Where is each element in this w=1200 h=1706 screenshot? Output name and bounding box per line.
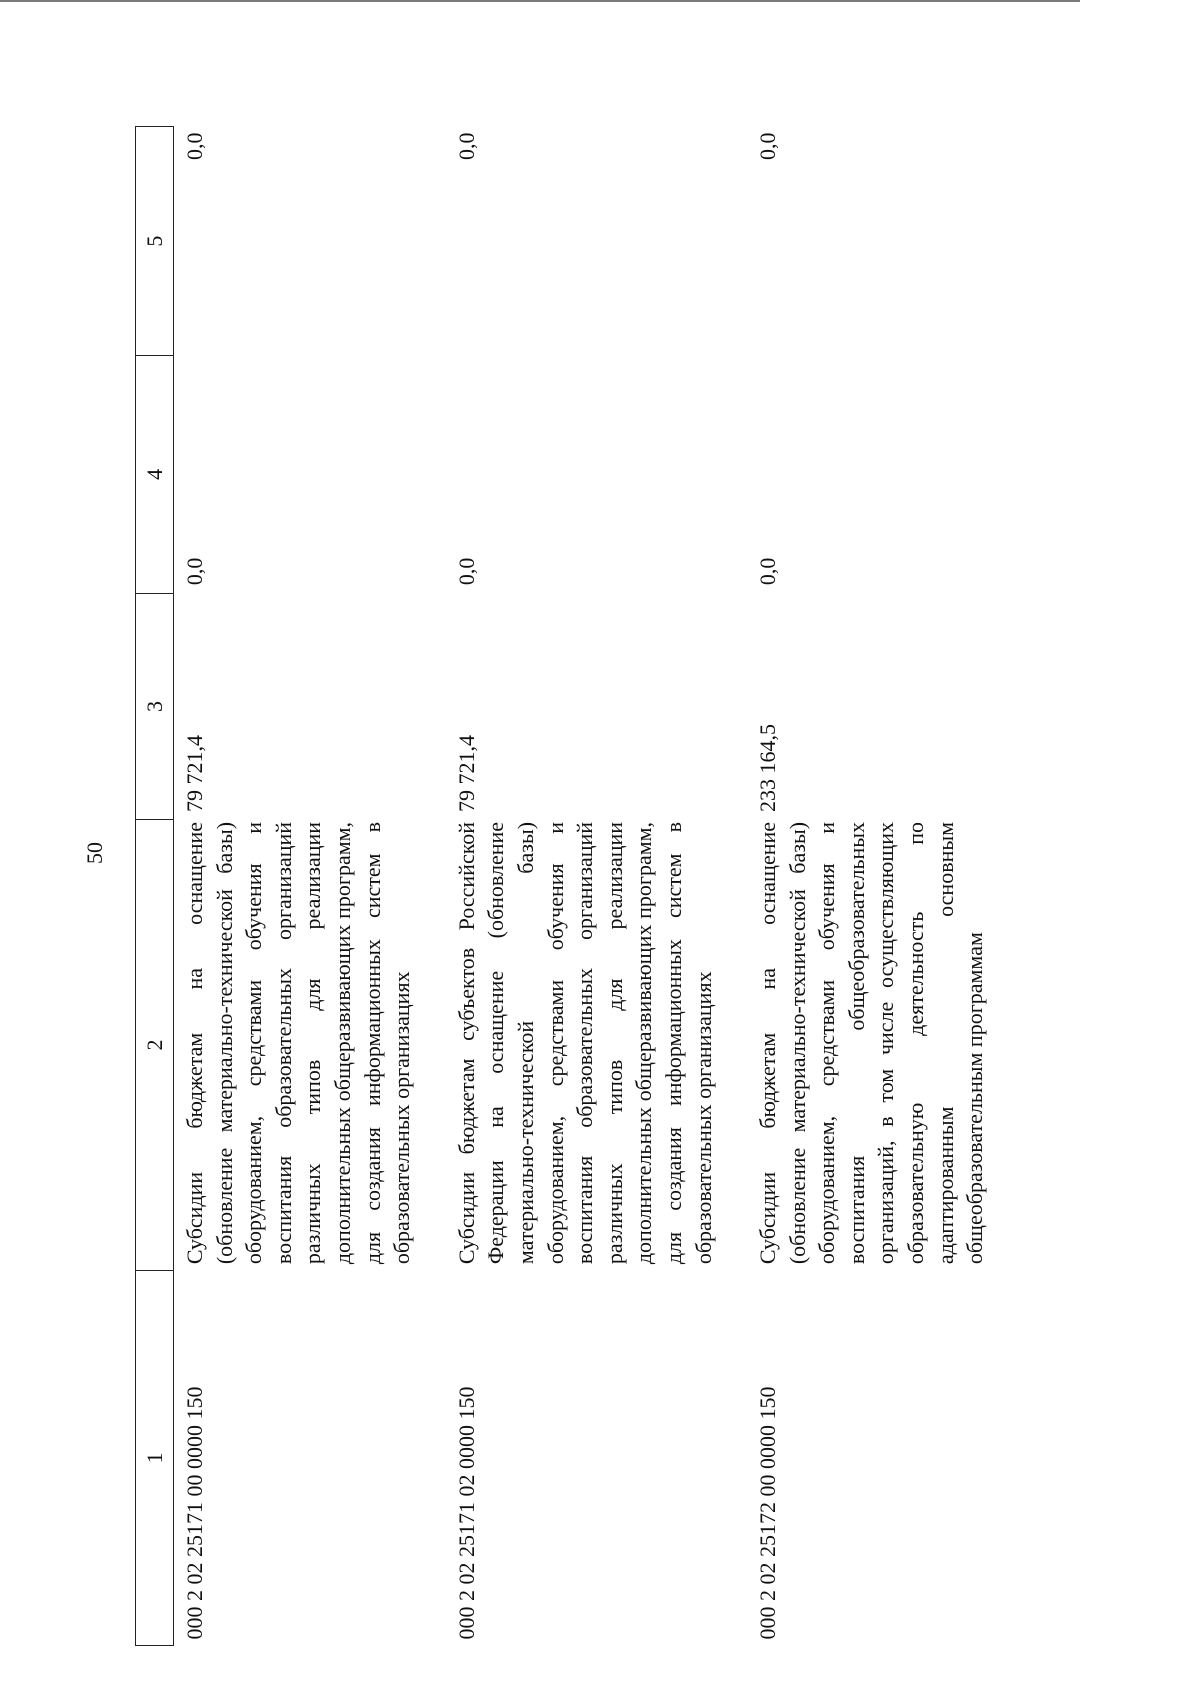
amount-col-4: 0,0: [755, 557, 781, 586]
amount-col-5: 0,0: [453, 132, 479, 160]
header-col-1: 1: [136, 1270, 174, 1645]
table-row: [174, 127, 417, 1646]
budget-table: [135, 126, 990, 1646]
header-col-2: 2: [136, 820, 174, 1270]
header-col-5: 5: [136, 127, 174, 356]
row-description: Субсидии бюджетам на оснащение (обновление материально-технической базы) оборудованием, средствами обучения и воспитания общеобразовательных организаций, в том числе осуществляющих образовательную деятельность по адаптированным основным общеобразовательным программам: [755, 821, 988, 1265]
amount-col-4: 0,0: [182, 557, 207, 586]
header-col-4: 4: [136, 356, 174, 593]
amount-col-3: 79 721,4: [182, 734, 207, 812]
amount-col-3: 79 721,4: [453, 734, 479, 812]
header-col-3: 3: [136, 593, 174, 820]
budget-code: 000 2 02 25172 00 0000 150: [755, 1386, 781, 1640]
amount-col-3: 233 164,5: [755, 723, 781, 812]
table-row: [718, 127, 990, 1646]
table-header-row: [136, 127, 174, 1646]
row-description: Субсидии бюджетам на оснащение (обновление материально-технической базы) оборудованием, средствами обучения и воспитания образовательных организаций различных типов для реализации дополнительных общеразвивающих программ, для создания информационных систем в образовательных организациях: [182, 821, 415, 1265]
amount-col-5: 0,0: [755, 132, 781, 160]
row-description: Субсидии бюджетам субъектов Российской Федерации на оснащение (обновление материально-технической базы) оборудованием, средствами обучения и воспитания образовательных организаций различных типов для реализации дополнительных общеразвивающих программ, для создания информационных систем в образовательных организациях: [453, 821, 716, 1265]
table-row: [417, 127, 718, 1646]
budget-code: 000 2 02 25171 02 0000 150: [453, 1386, 479, 1640]
amount-col-4: 0,0: [453, 557, 479, 586]
page-number: 50: [82, 842, 107, 864]
amount-col-5: 0,0: [182, 132, 207, 160]
budget-code: 000 2 02 25171 00 0000 150: [182, 1386, 207, 1640]
